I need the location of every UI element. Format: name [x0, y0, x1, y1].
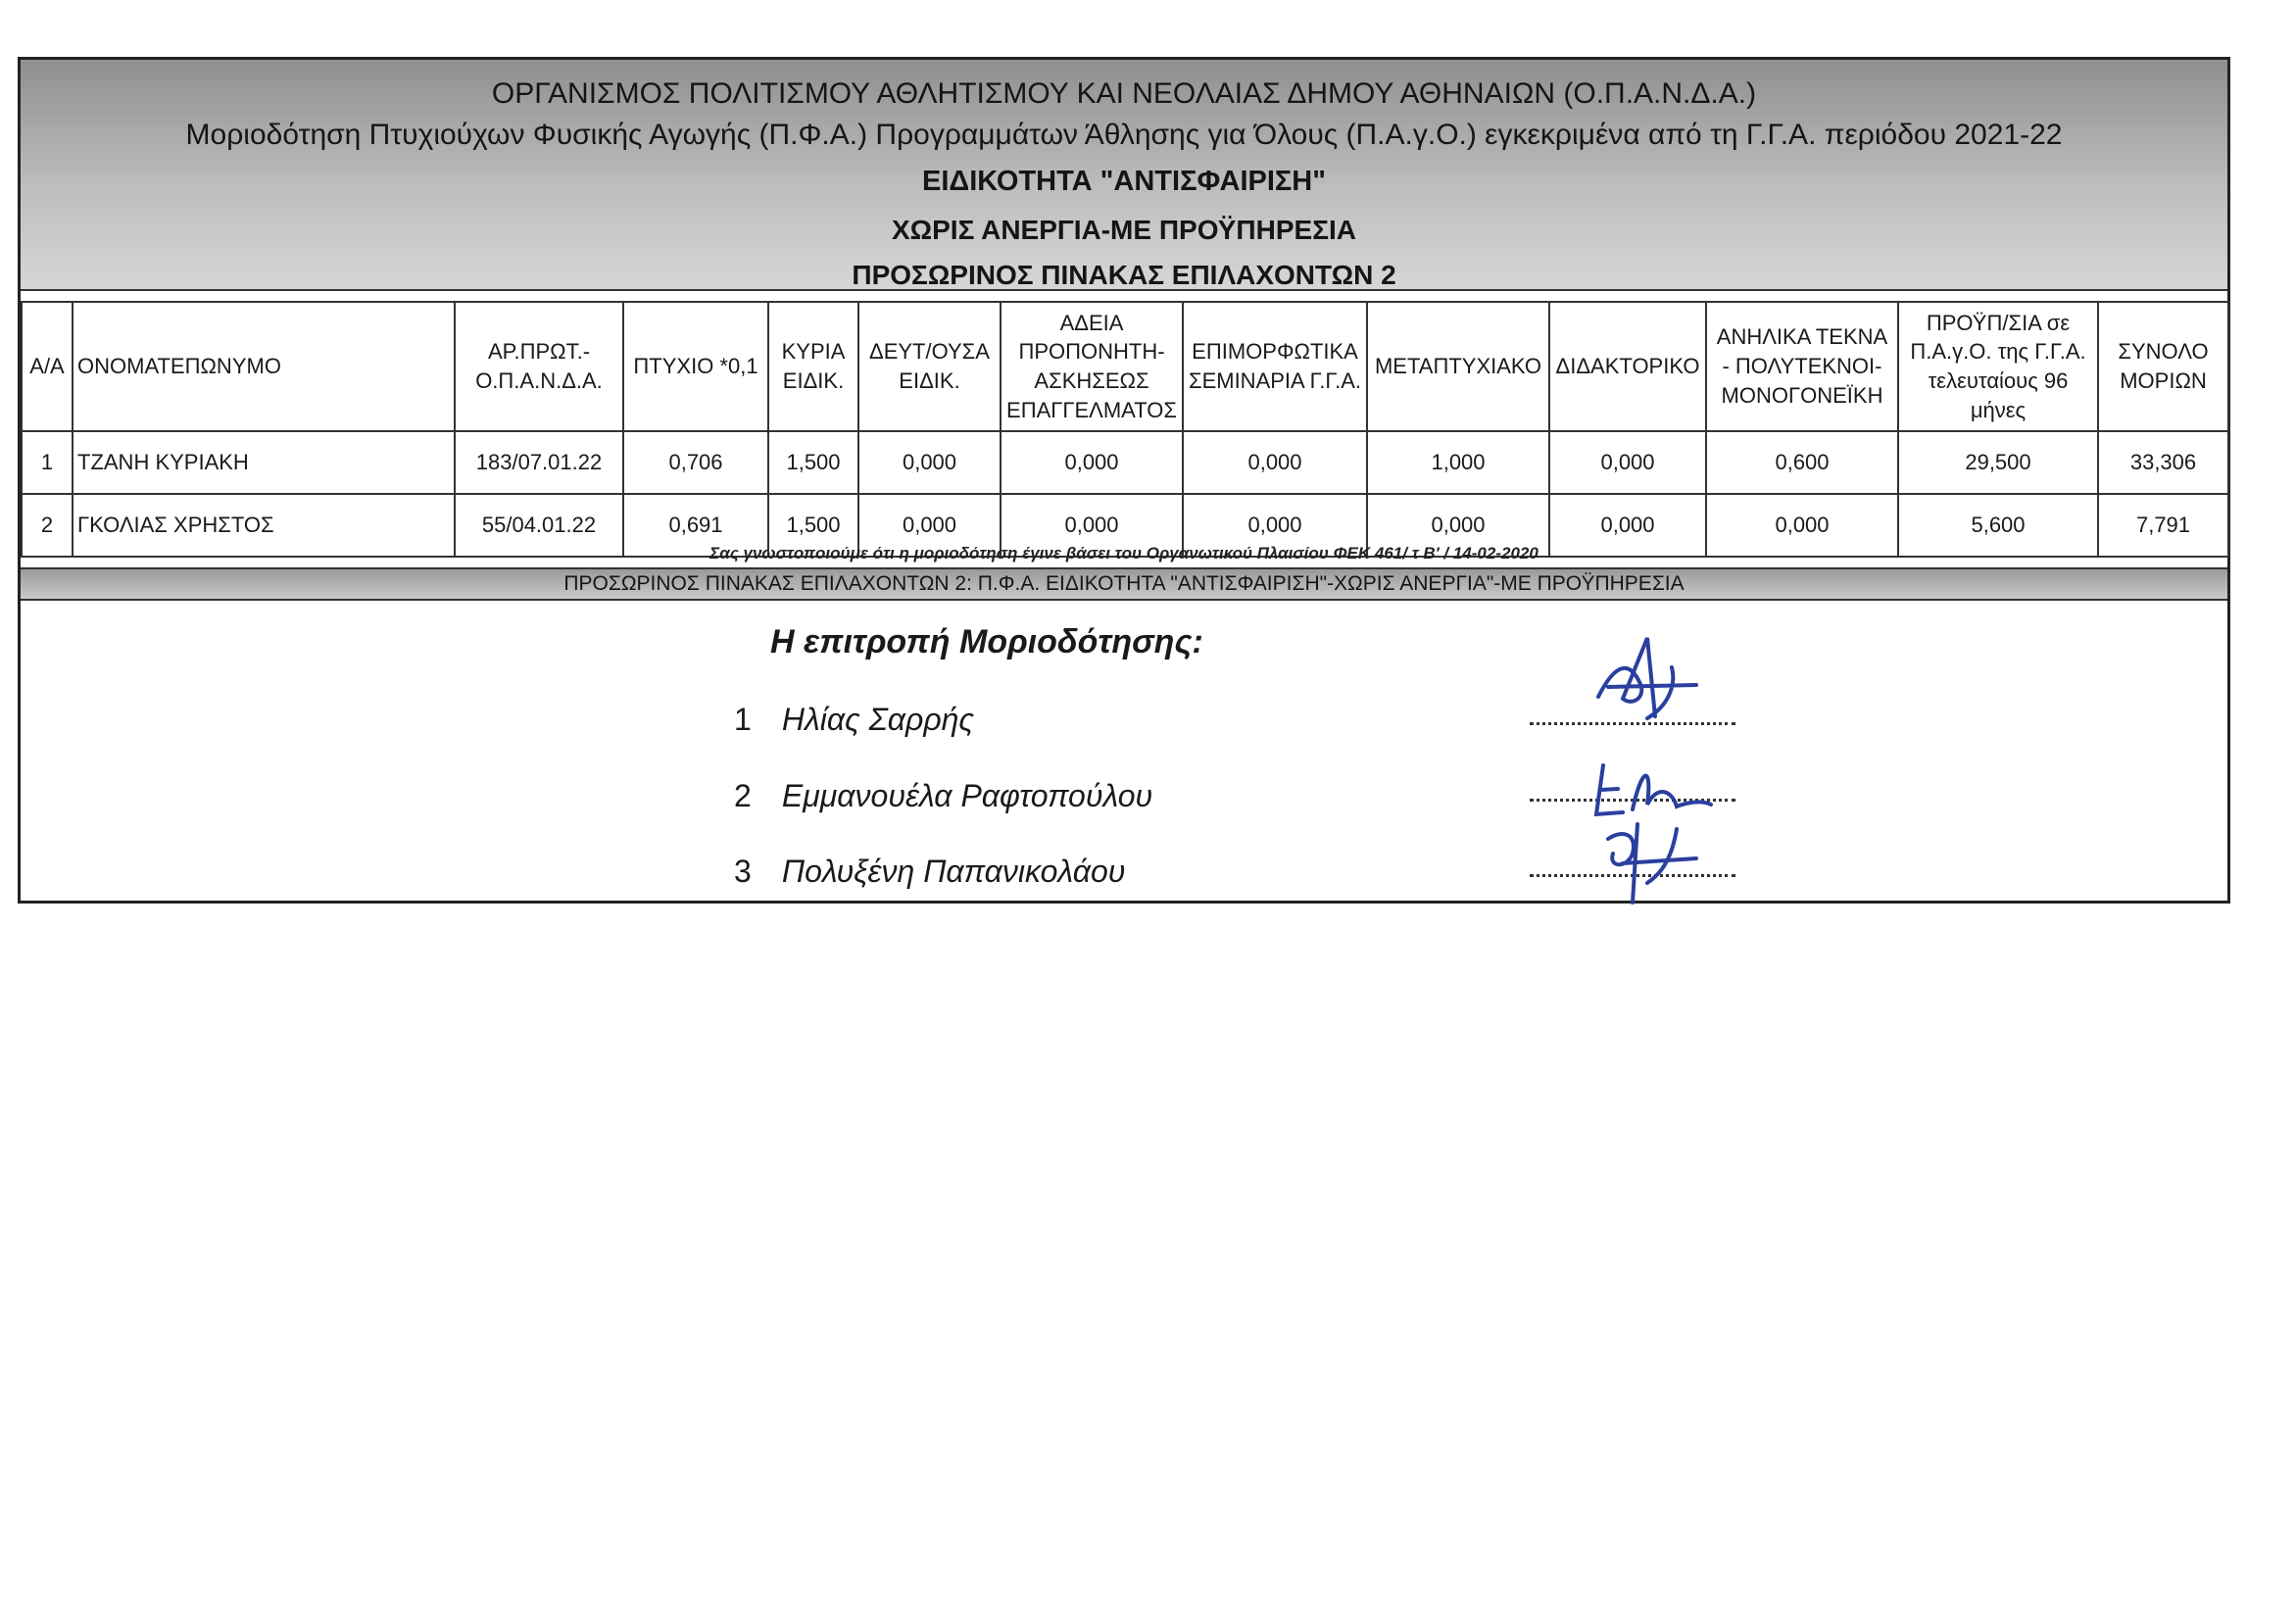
signature-3: [1579, 809, 1716, 907]
column-header-children: ΑΝΗΛΙΚΑ ΤΕΚΝΑ - ΠΟΛΥΤΕΚΝΟΙ- ΜΟΝΟΓΟΝΕΪΚΗ: [1706, 302, 1898, 431]
cell-coach-license: 0,000: [1001, 431, 1183, 494]
cell-protocol: 55/04.01.22: [455, 494, 623, 557]
cell-total: 7,791: [2098, 494, 2228, 557]
column-header-coach-license: ΑΔΕΙΑ ΠΡΟΠΟΝΗΤΗ- ΑΣΚΗΣΕΩΣ ΕΠΑΓΓΕΛΜΑΤΟΣ: [1001, 302, 1183, 431]
column-header-main-specialty: ΚΥΡΙΑ ΕΙΔΙΚ.: [768, 302, 858, 431]
cell-secondary-specialty: 0,000: [858, 494, 1001, 557]
cell-protocol: 183/07.01.22: [455, 431, 623, 494]
committee-member: [734, 854, 1125, 890]
document-subtitle: Μοριοδότηση Πτυχιούχων Φυσικής Αγωγής (Π.Φ.Α.) Προγραμμάτων Άθλησης για Όλους (Π.Α.γ.Ο.) εγκεκριμένα από τη Γ.Γ.Α. περιόδου 2021-22: [185, 119, 2063, 151]
cell-doctorate: 0,000: [1549, 431, 1706, 494]
member-number: 2: [734, 778, 752, 813]
column-header-experience: ΠΡΟΫΠ/ΣΙΑ σε Π.Α.γ.Ο. της Γ.Γ.Α. τελευταίους 96 μήνες: [1898, 302, 2098, 431]
member-number: 1: [734, 702, 752, 737]
organization-title: ΟΡΓΑΝΙΣΜΟΣ ΠΟΛΙΤΙΣΜΟΥ ΑΘΛΗΤΙΣΜΟΥ ΚΑΙ ΝΕΟΛΑΙΑΣ ΔΗΜΟΥ ΑΘΗΝΑΙΩΝ (Ο.Π.Α.Ν.Δ.Α.): [491, 77, 1757, 110]
column-header-protocol: ΑΡ.ΠΡΩΤ.- Ο.Π.Α.Ν.Δ.Α.: [455, 302, 623, 431]
header-band: [21, 60, 2227, 291]
committee-title: Η επιτροπή Μοριοδότησης:: [770, 623, 1203, 660]
footer-band: ΠΡΟΣΩΡΙΝΟΣ ΠΙΝΑΚΑΣ ΕΠΙΛΑΧΟΝΤΩΝ 2: Π.Φ.Α. ΕΙΔΙΚΟΤΗΤΑ "ΑΝΤΙΣΦΑΙΡΙΣΗ"-ΧΩΡΙΣ ΑΝΕΡΓΙΑ"-ΜΕ ΠΡΟΫΠΗΡΕΣΙΑ: [21, 567, 2227, 601]
column-header-total: ΣΥΝΟΛΟ ΜΟΡΙΩΝ: [2098, 302, 2228, 431]
member-name: Εμμανουέλα Ραφτοπούλου: [781, 778, 1153, 813]
member-name: Πολυξένη Παπανικολάου: [781, 854, 1126, 889]
cell-secondary-specialty: 0,000: [858, 431, 1001, 494]
member-name: Ηλίας Σαρρής: [781, 702, 974, 737]
scores-table: [21, 301, 2229, 558]
cell-degree: 0,706: [623, 431, 768, 494]
signature-1: [1579, 628, 1716, 726]
cell-main-specialty: 1,500: [768, 431, 858, 494]
legal-note: Σας γνωστοποιούμε ότι η μοριοδότηση έγινε βάσει του Οργανωτικού Πλαισίου ΦΕΚ 461/ τ Β' / 14-02-2020: [709, 544, 1539, 562]
table-heading: ΠΡΟΣΩΡΙΝΟΣ ΠΙΝΑΚΑΣ ΕΠΙΛΑΧΟΝΤΩΝ 2: [852, 260, 1396, 290]
cell-coach-license: 0,000: [1001, 494, 1183, 557]
committee-member: [734, 702, 974, 738]
cell-experience: 5,600: [1898, 494, 2098, 557]
cell-main-specialty: 1,500: [768, 494, 858, 557]
cell-degree: 0,691: [623, 494, 768, 557]
column-header-masters: ΜΕΤΑΠΤΥΧΙΑΚΟ: [1367, 302, 1549, 431]
cell-total: 33,306: [2098, 431, 2228, 494]
cell-seminars: 0,000: [1183, 431, 1367, 494]
specialty-heading: ΕΙΔΙΚΟΤΗΤΑ "ΑΝΤΙΣΦΑΙΡΙΣΗ": [921, 166, 1327, 197]
column-header-name: ΟΝΟΜΑΤΕΠΩΝΥΜΟ: [73, 302, 455, 431]
cell-doctorate: 0,000: [1549, 494, 1706, 557]
cell-children: 0,000: [1706, 494, 1898, 557]
cell-masters: 0,000: [1367, 494, 1549, 557]
member-number: 3: [734, 854, 752, 889]
cell-name: ΤΖΑΝΗ ΚΥΡΙΑΚΗ: [73, 431, 455, 494]
column-header-secondary-specialty: ΔΕΥΤ/ΟΥΣΑ ΕΙΔΙΚ.: [858, 302, 1001, 431]
cell-aa: 1: [22, 431, 73, 494]
table-row: [22, 431, 2228, 494]
cell-masters: 1,000: [1367, 431, 1549, 494]
committee-member: [734, 778, 1152, 814]
cell-seminars: 0,000: [1183, 494, 1367, 557]
column-header-doctorate: ΔΙΔΑΚΤΟΡΙΚΟ: [1549, 302, 1706, 431]
table-header-row: [22, 302, 2228, 431]
column-header-degree: ΠΤΥΧΙΟ *0,1: [623, 302, 768, 431]
cell-children: 0,600: [1706, 431, 1898, 494]
cell-name: ΓΚΟΛΙΑΣ ΧΡΗΣΤΟΣ: [73, 494, 455, 557]
column-header-seminars: ΕΠΙΜΟΡΦΩΤΙΚΑ ΣΕΜΙΝΑΡΙΑ Γ.Γ.Α.: [1183, 302, 1367, 431]
column-header-aa: Α/Α: [22, 302, 73, 431]
cell-aa: 2: [22, 494, 73, 557]
category-heading: ΧΩΡΙΣ ΑΝΕΡΓΙΑ-ΜΕ ΠΡΟΫΠΗΡΕΣΙΑ: [891, 215, 1357, 245]
cell-experience: 29,500: [1898, 431, 2098, 494]
document-sheet: [18, 57, 2230, 904]
